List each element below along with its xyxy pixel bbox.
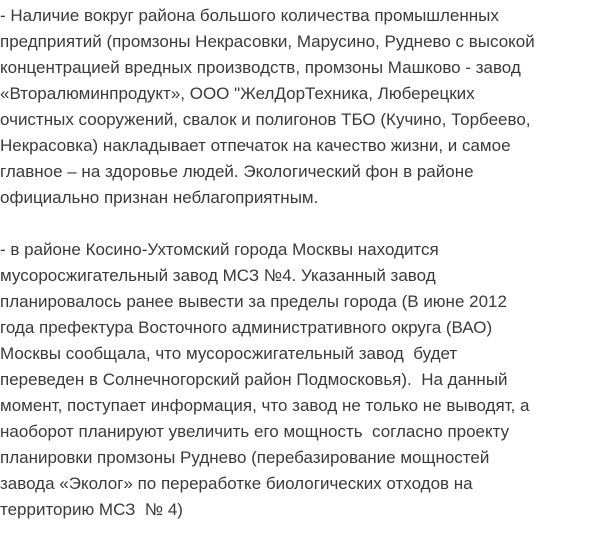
paragraph-2-line-5: Москвы сообщала, что мусоросжигательный завод будет [0,344,458,363]
paragraph-1-line-7: главное – на здоровье людей. Экологический фон в районе [0,162,474,181]
paragraph-2-line-8: наоборот планируют увеличить его мощность согласно проекту [0,422,510,441]
paragraph-1-line-6: Некрасовка) накладывает отпечаток на качество жизни, и самое [0,136,511,155]
paragraph-1-line-2: предприятий (промзоны Некрасовки, Марусино, Руднево с высокой [0,32,535,51]
paragraph-1-line-1: - Наличие вокруг района большого количества промышленных [0,6,499,25]
paragraph-2-line-2: мусоросжигательный завод МСЗ №4. Указанный завод [0,266,436,285]
paragraph-2-line-4: года префектура Восточного административного округа (ВАО) [0,318,493,337]
paragraph-2-line-10: завода «Эколог» по переработке биологических отходов на [0,474,473,493]
paragraph-1-line-5: очистных сооружений, свалок и полигонов ТБО (Кучино, Торбеево, [0,110,531,129]
paragraph-1-line-4: «Вторалюминпродукт», ООО "ЖелДорТехника, Люберецких [0,84,475,103]
paragraph-2-line-1: - в районе Косино-Ухтомский города Москвы находится [0,240,439,259]
paragraph-2-line-9: планировки промзоны Руднево (перебазирование мощностей [0,448,490,467]
paragraph-2-line-11: территорию МСЗ № 4) [0,500,183,519]
paragraph-2-line-7: момент, поступает информация, что завод не только не выводят, а [0,396,530,415]
paragraph-2-line-3: планировалось ранее вывести за пределы города (В июне 2012 [0,292,507,311]
paragraph-1-line-8: официально признан неблагоприятным. [0,188,319,207]
paragraph-1-line-3: концентрацией вредных производств, промзоны Машково - завод [0,58,521,77]
paragraph-2-line-6: переведен в Солнечногорский район Подмосковья). На данный [0,370,508,389]
